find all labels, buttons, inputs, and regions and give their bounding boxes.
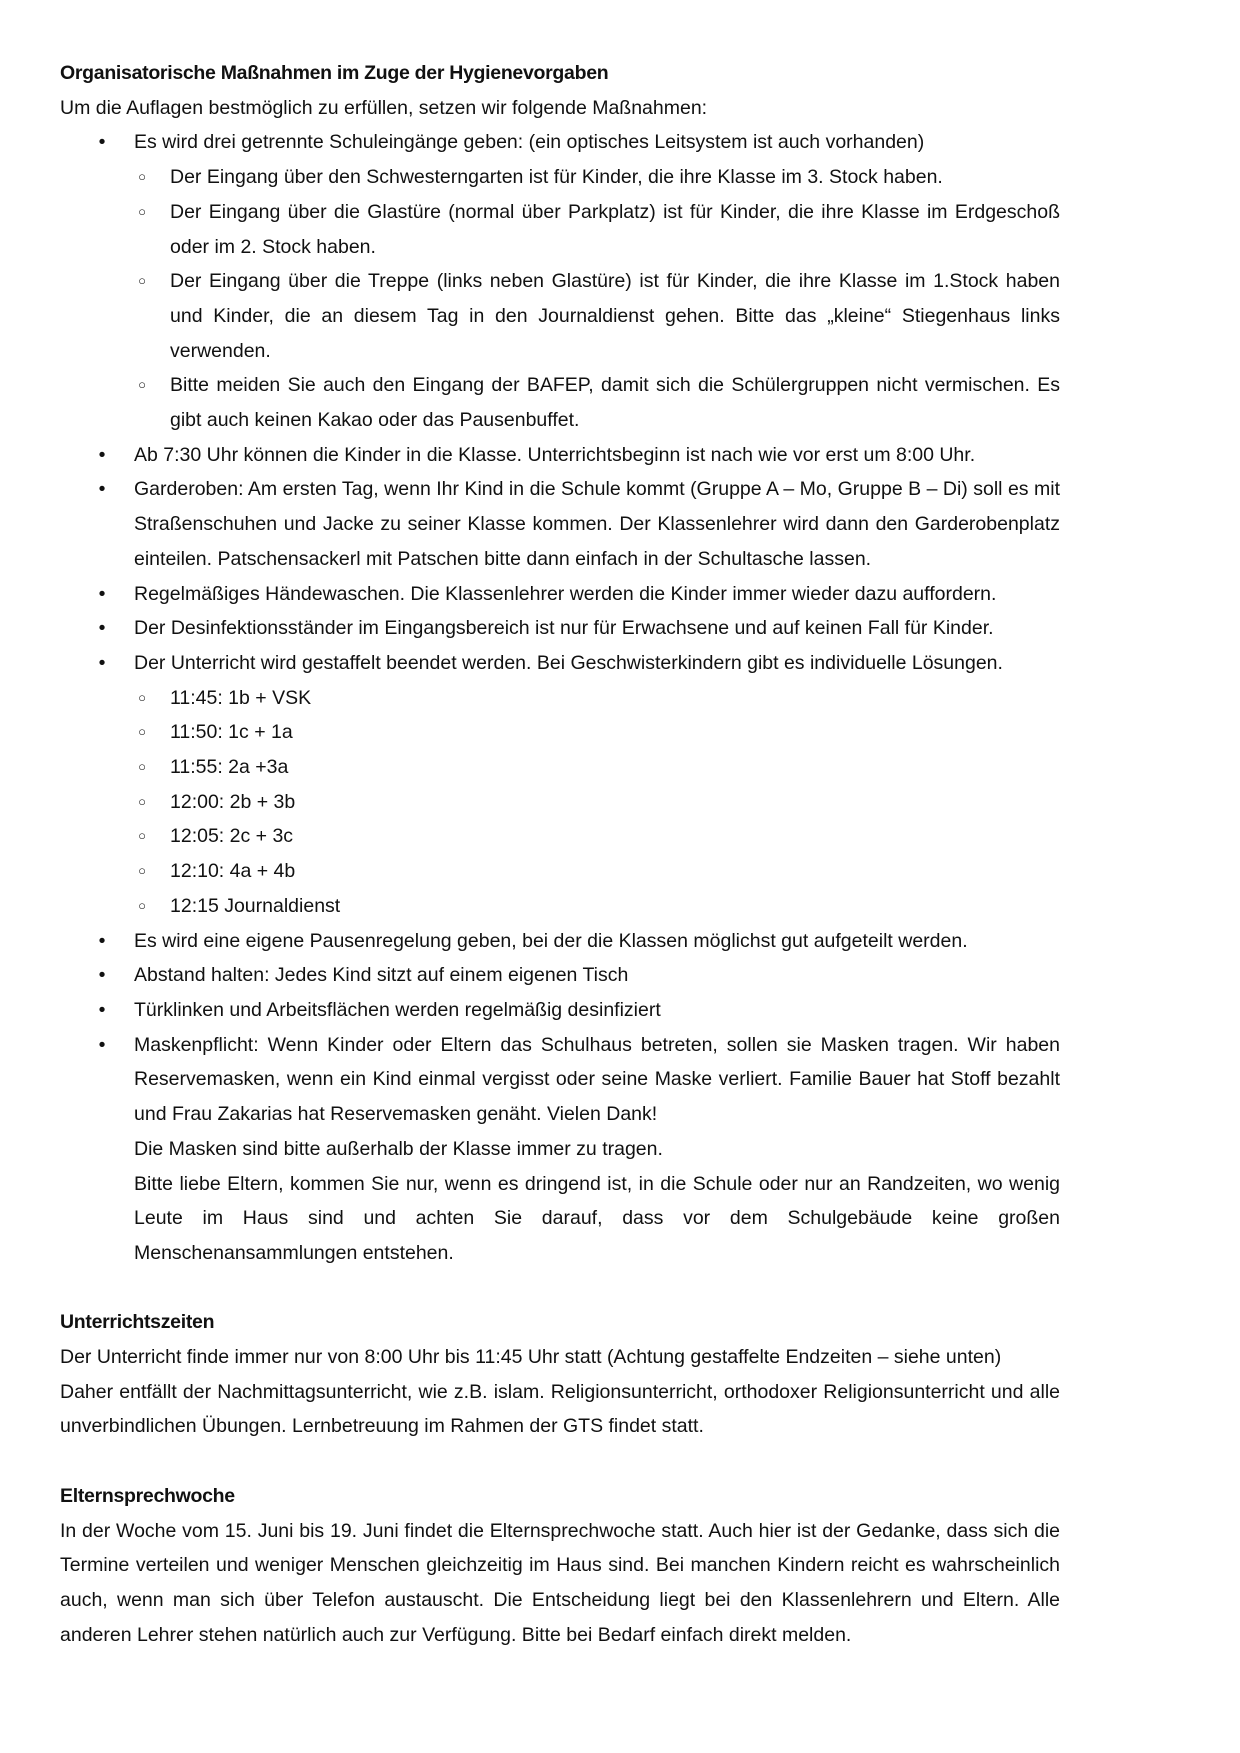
sub-list-item-text: 11:50: 1c + 1a [170,721,293,744]
list-item [60,472,1060,576]
intro-text: Um die Auflagen bestmöglich zu erfüllen, setzen wir folgende Maßnahmen: [60,96,708,119]
sub-list-item [132,368,1060,437]
bullet-icon: • [98,964,106,987]
sub-list-item [132,160,1060,195]
sub-list-item-text: 12:10: 4a + 4b [170,860,296,883]
circle-bullet-icon: ○ [138,759,146,775]
circle-bullet-icon: ○ [138,689,146,705]
list-item-text: Türklinken und Arbeitsflächen werden regelmäßig desinfiziert [134,998,661,1021]
list-item [60,438,1060,473]
sub-list-item [132,681,1060,716]
sub-list-item [132,715,1060,750]
sub-list-item [132,854,1060,889]
parents-note: Bitte liebe Eltern, kommen Sie nur, wenn es dringend ist, in die Schule oder nur an Randzeiten, wo wenig Leute im Haus sind und achten Sie darauf, dass vor dem Schulgebäude keine großen Menschenansammlungen entstehen. [134,1172,1060,1264]
circle-bullet-icon: ○ [138,169,146,185]
list-item-text: Maskenpflicht: Wenn Kinder oder Eltern das Schulhaus betreten, sollen sie Masken tragen. Wir haben Reservemasken, wenn ein Kind einmal vergisst oder seine Maske verliert. Familie Bauer hat Stoff bezahlt und Frau Zakarias hat Reservemasken genäht. Vielen Dank! [134,1033,1060,1126]
parent-week-text: In der Woche vom 15. Juni bis 19. Juni findet die Elternsprechwoche statt. Auch hier ist der Gedanke, dass sich die Termine verteilen und weniger Menschen gleichzeitig im Haus sind. Bei manchen Kindern reicht es wahrscheinlich auch, wenn man sich über Telefon austauscht. Die Entscheidung liegt bei den Klassenlehrern und Eltern. Alle anderen Lehrer stehen natürlich auch zur Verfügung. Bitte bei Bedarf einfach direkt melden. [60,1519,1060,1646]
class-times-line-2: Daher entfällt der Nachmittagsunterricht, wie z.B. islam. Religionsunterricht, orthodoxer Religionsunterricht und alle unverbindlichen Übungen. Lernbetreuung im Rahmen der GTS findet statt. [60,1380,1060,1438]
bullet-icon: • [98,478,106,501]
list-item [60,125,1060,437]
sub-list-item-text: 12:05: 2c + 3c [170,825,294,848]
section-heading-class-times: Unterrichtszeiten [60,1311,215,1334]
measures-list [60,125,1060,1270]
sub-list-item [132,750,1060,785]
circle-bullet-icon: ○ [138,203,146,219]
circle-bullet-icon: ○ [138,377,146,393]
bullet-icon: • [98,651,106,674]
sub-list-item-text: Der Eingang über den Schwesterngarten ist für Kinder, die ihre Klasse im 3. Stock haben. [170,166,943,189]
list-item-text: Der Desinfektionsständer im Eingangsbereich ist nur für Erwachsene und auf keinen Fall für Kinder. [134,617,994,640]
document-page [60,56,1060,1652]
list-item [60,958,1060,993]
circle-bullet-icon: ○ [138,793,146,809]
sub-list-item [132,819,1060,854]
bullet-icon: • [98,998,106,1021]
list-item [60,924,1060,959]
sub-list-item [132,889,1060,924]
section-heading-hygiene: Organisatorische Maßnahmen im Zuge der Hygienevorgaben [60,62,609,84]
sub-list-item [132,195,1060,264]
sub-list-item-text: Der Eingang über die Treppe (links neben Glastüre) ist für Kinder, die ihre Klasse im 1.Stock haben und Kinder, die an diesem Tag in den Journaldienst gehen. Bitte das „kleine“ Stiegenhaus links verwenden. [170,270,1060,362]
circle-bullet-icon: ○ [138,863,146,879]
list-item-text: Abstand halten: Jedes Kind sitzt auf einem eigenen Tisch [134,964,629,987]
bullet-icon: • [98,582,106,605]
bullet-icon: • [98,443,106,466]
list-item-text: Der Unterricht wird gestaffelt beendet werden. Bei Geschwisterkindern gibt es individuelle Lösungen. [134,651,1003,674]
sub-list-item-text: 11:55: 2a +3a [170,756,289,779]
sub-list-item-text: 11:45: 1b + VSK [170,686,312,709]
list-item-text: Garderoben: Am ersten Tag, wenn Ihr Kind in die Schule kommt (Gruppe A – Mo, Gruppe B – Di) soll es mit Straßenschuhen und Jacke zu seiner Klasse kommen. Der Klassenlehrer wird dann den Garderobenplatz einteilen. Patschensackerl mit Patschen bitte dann einfach in der Schultasche lassen. [134,478,1060,570]
list-item [60,611,1060,646]
list-item [60,646,1060,924]
list-item [60,993,1060,1028]
bullet-icon: • [98,929,106,952]
circle-bullet-icon: ○ [138,828,146,844]
end-times-sublist [134,681,1060,924]
list-item-text: Regelmäßiges Händewaschen. Die Klassenlehrer werden die Kinder immer wieder dazu auffordern. [134,582,997,605]
spacer [60,1271,1060,1306]
mask-note: Die Masken sind bitte außerhalb der Klasse immer zu tragen. [134,1137,663,1160]
entrance-sublist [134,160,1060,438]
list-item-text: Ab 7:30 Uhr können die Kinder in die Klasse. Unterrichtsbeginn ist nach wie vor erst um 8:00 Uhr. [134,443,976,466]
sub-list-item [132,264,1060,368]
circle-bullet-icon: ○ [138,897,146,913]
bullet-icon: • [98,131,106,154]
section-heading-parent-week: Elternsprechwoche [60,1484,235,1507]
bullet-icon: • [98,1033,106,1056]
list-item-text: Es wird eine eigene Pausenregelung geben, bei der die Klassen möglichst gut aufgeteilt werden. [134,929,968,952]
circle-bullet-icon: ○ [138,724,146,740]
spacer [60,1444,1060,1479]
list-item [60,577,1060,612]
bullet-icon: • [98,617,106,640]
circle-bullet-icon: ○ [138,273,146,289]
sub-list-item-text: 12:15 Journaldienst [170,894,341,917]
sub-list-item [132,785,1060,820]
sub-list-item-text: Bitte meiden Sie auch den Eingang der BAFEP, damit sich die Schülergruppen nicht vermischen. Es gibt auch keinen Kakao oder das Pausenbuffet. [170,374,1060,432]
class-times-line-1: Der Unterricht finde immer nur von 8:00 Uhr bis 11:45 Uhr statt (Achtung gestaffelte Endzeiten – siehe unten) [60,1346,1002,1368]
sub-list-item-text: 12:00: 2b + 3b [170,790,296,813]
list-item-text: Es wird drei getrennte Schuleingänge geben: (ein optisches Leitsystem ist auch vorhanden) [134,131,925,154]
list-item [60,1028,1060,1271]
sub-list-item-text: Der Eingang über die Glastüre (normal über Parkplatz) ist für Kinder, die ihre Klasse im Erdgeschoß oder im 2. Stock haben. [170,200,1060,258]
